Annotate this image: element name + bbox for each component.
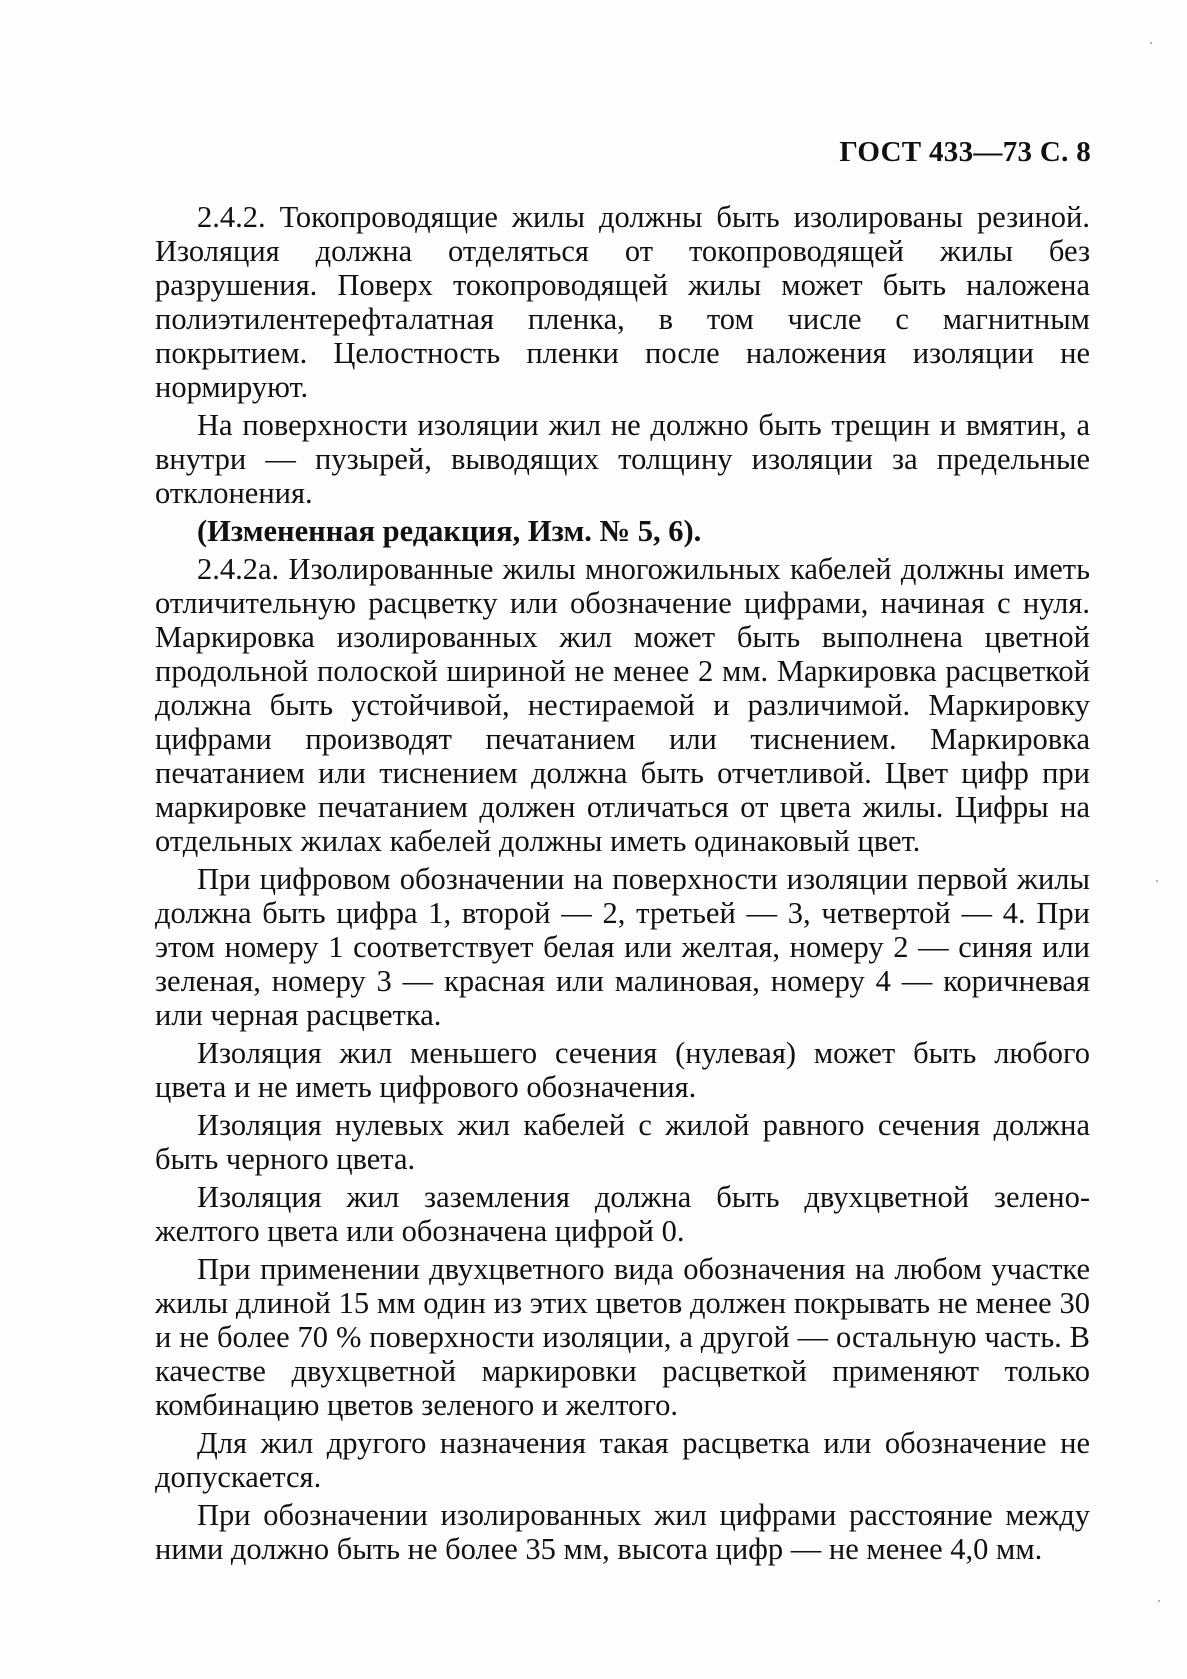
paragraph-digit-marking: При цифровом обозначении на поверхности изоляции первой жилы должна быть цифра 1, второй — 2, третьей — 3, четвертой — 4. При этом номеру 1 соответствует белая или желтая, номеру 2 — синяя или зеленая, номеру 3 — красная или малиновая, номеру 4 — коричневая или черная расцветка. [155,862,1090,1032]
paragraph-smaller-section: Изоляция жил меньшего сечения (нулевая) может быть любого цвета и не иметь цифрового обозначения. [155,1036,1090,1104]
body-text [155,200,1090,1570]
scan-speck [1158,1600,1160,1602]
paragraph-neutral-cores: Изоляция нулевых жил кабелей с жилой равного сечения должна быть черного цвета. [155,1108,1090,1176]
paragraph-grounding-cores: Изоляция жил заземления должна быть двухцветной зелено-желтого цвета или обозначена цифрой 0. [155,1180,1090,1248]
paragraph-other-purpose: Для жил другого назначения такая расцветка или обозначение не допускается. [155,1426,1090,1494]
page-header: ГОСТ 433—73 С. 8 [839,136,1091,168]
scan-speck [1156,880,1158,882]
scan-speck [1150,42,1152,44]
paragraph-insulation-defects: На поверхности изоляции жил не должно быть трещин и вмятин, а внутри — пузырей, выводящих толщину изоляции за предельные отклонения. [155,408,1090,510]
paragraph-2-4-2a: 2.4.2а. Изолированные жилы многожильных кабелей должны иметь отличительную расцветку или обозначение цифрами, начиная с нуля. Маркировка изолированных жил может быть выполнена цветной продольной полоской шириной не менее 2 мм. Маркировка расцветкой должна быть устойчивой, нестираемой и различимой. Маркировку цифрами производят печатанием или тиснением. Маркировка печатанием или тиснением должна быть отчетливой. Цвет цифр при маркировке печатанием должен отличаться от цвета жилы. Цифры на отдельных жилах кабелей должны иметь одинаковый цвет. [155,552,1090,858]
paragraph-2-4-2: 2.4.2. Токопроводящие жилы должны быть изолированы резиной. Изоляция должна отделяться от токопроводящей жилы без разрушения. Поверх токопроводящей жилы может быть наложена полиэтилентерефталатная пленка, в том числе с магнитным покрытием. Целостность пленки после наложения изоляции не нормируют. [155,200,1090,404]
amendment-note: (Измененная редакция, Изм. № 5, 6). [197,514,702,548]
paragraph-digit-spacing: При обозначении изолированных жил цифрами расстояние между ними должно быть не более 35 мм, высота цифр — не менее 4,0 мм. [155,1498,1090,1566]
paragraph-two-color: При применении двухцветного вида обозначения на любом участке жилы длиной 15 мм один из этих цветов должен покрывать не менее 30 и не более 70 % поверхности изоляции, а другой — остальную часть. В качестве двухцветной маркировки расцветкой применяют только комбинацию цветов зеленого и желтого. [155,1252,1090,1422]
